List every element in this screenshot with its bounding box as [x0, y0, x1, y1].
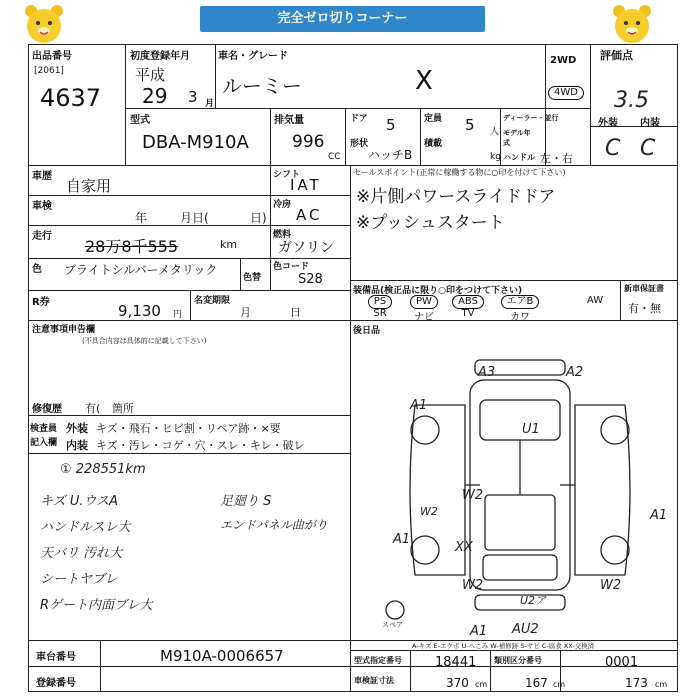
dims-unit: cm	[655, 680, 668, 689]
damage-mark: A1	[650, 508, 668, 523]
hand-note: シートヤブレ	[40, 572, 118, 587]
first-reg-year: 29	[142, 84, 168, 108]
lot-label: 出品番号	[32, 51, 72, 62]
color-code: S28	[298, 272, 323, 287]
registration-label: 登録番号	[36, 678, 76, 689]
damage-mark: W2	[462, 578, 484, 593]
recycle-value: 9,130	[118, 302, 161, 320]
shift-value: IAT	[290, 176, 322, 194]
shape-value: ハッチB	[368, 148, 413, 162]
drive-4wd: 4WD	[548, 80, 584, 100]
mileage-unit: km	[220, 238, 238, 251]
damage-mark: U2ア	[520, 594, 547, 607]
damage-mark: A1	[410, 398, 428, 413]
mileage-value: 28万8千555	[85, 237, 179, 256]
model-year-label: モデル年式	[503, 129, 531, 147]
sales-point-1: ※片側パワースライドドア	[356, 187, 556, 207]
hand-note: キズ U.ウスA	[40, 494, 119, 509]
lot-sub: [2061]	[34, 66, 64, 76]
capacity-value: 5	[465, 116, 475, 134]
equipment-item: TV	[461, 308, 475, 319]
wheel-front-left	[411, 416, 439, 444]
roof	[485, 495, 555, 550]
inspector-label-1: 検査員	[30, 424, 58, 434]
damage-legend: A-キズ E-エクボ U-へこみ W-補修跡 S-サビ C-腐食 XX-交換済	[412, 642, 595, 650]
type-designation-label: 型式指定番号	[354, 656, 402, 665]
repair-label: 修復歴	[32, 404, 62, 415]
notes-label: 注意事項申告欄	[32, 325, 96, 335]
damage-mark: A2	[566, 365, 584, 380]
equipment-grid	[360, 295, 620, 323]
damage-mark: W2	[600, 578, 622, 593]
class-number-label: 類別区分番号	[494, 656, 542, 665]
equipment-item: ABS	[452, 295, 484, 309]
damage-mark: XX	[455, 540, 473, 555]
sales-point-label: セールスポイント(正常に稼働する物に○印を付けて下さい)	[353, 168, 566, 177]
color-label: 色	[32, 264, 42, 275]
equipment-item: ナビ	[414, 312, 434, 323]
rating-int: C	[640, 136, 656, 161]
title-deadline-month: 月	[240, 306, 251, 319]
equipment-item: PS	[368, 295, 392, 309]
lot-number: 4637	[40, 84, 102, 112]
damage-mark: A3	[478, 365, 496, 380]
inspection-year: 年	[135, 211, 148, 225]
windshield	[480, 400, 560, 440]
shape-label: 形状	[350, 139, 369, 149]
wheel-front-right	[601, 416, 629, 444]
color-change-label: 色替	[243, 273, 262, 283]
first-reg-month: 3	[188, 88, 198, 106]
hand-odo: ① 228551km	[60, 462, 146, 477]
hand-notes-left	[40, 490, 210, 620]
damage-mark: A1	[393, 532, 411, 547]
fuel-value: ガソリン	[278, 240, 334, 256]
inspection-label: 車検	[32, 201, 52, 212]
rating-ext-label: 外装	[598, 118, 618, 129]
hand-note: 足廻り S	[220, 494, 272, 509]
equipment-item: エアB	[501, 295, 540, 309]
damage-mark: A1	[470, 624, 488, 639]
doors-value: 5	[386, 116, 396, 134]
first-reg-label: 初度登録年月	[130, 51, 190, 62]
fuel-label: 燃料	[273, 230, 292, 240]
title-deadline-label: 名変期限	[194, 296, 231, 306]
equipment-item: PW	[410, 295, 438, 309]
rear-seat-label: 後日品	[353, 326, 381, 336]
rating-ext: C	[605, 136, 621, 161]
recycle-unit: 円	[173, 310, 183, 320]
displacement-value: 996	[292, 132, 325, 152]
dims-length: 370	[446, 676, 469, 690]
color-code-label: 色コード	[273, 262, 310, 272]
inspector-label-2: 記入欄	[30, 438, 58, 448]
notes-sub: (不具合内容は具体的に記載して下さい)	[82, 337, 207, 345]
first-reg-era: 平成	[135, 66, 166, 84]
inspector-ext-items: キズ・飛石・ヒビ割・リペア跡・×要	[96, 422, 281, 435]
dims-label: 車検証寸法	[354, 676, 394, 685]
repair-unit: 箇所	[112, 402, 134, 415]
displacement-unit: CC	[328, 152, 341, 162]
rating-label: 評価点	[600, 49, 633, 62]
vehicle-type-label: 車歴	[32, 171, 52, 182]
inspection-month: 月日(	[180, 211, 209, 225]
car-name: ルーミー	[222, 74, 302, 98]
car-name-label: 車名・グレード	[218, 51, 288, 62]
rating-score: 3.5	[614, 88, 649, 113]
aircon-label: 冷房	[273, 200, 292, 210]
displacement-label: 排気量	[274, 115, 304, 126]
damage-mark: W2	[420, 505, 438, 518]
drive-2wd: 2WD	[550, 55, 577, 66]
load-unit: kg	[490, 152, 501, 162]
wheel-rear-left	[411, 536, 439, 564]
shift-label: シフト	[273, 170, 301, 180]
hand-note: 天バリ 汚れ大	[40, 546, 123, 561]
model-label: 型式	[130, 115, 150, 126]
equipment-item: カワ	[510, 312, 530, 323]
dims-unit: cm	[475, 680, 488, 689]
doors-label: ドア	[350, 114, 368, 124]
capacity-label: 定員	[424, 114, 443, 124]
inspector-ext-label: 外装	[66, 422, 88, 435]
hand-notes-right	[220, 490, 350, 542]
chassis-value: M910A-0006657	[160, 647, 284, 665]
equipment-item: SR	[373, 308, 387, 319]
rear-window	[483, 555, 557, 580]
car-grade: X	[415, 66, 433, 96]
capacity-unit: 人	[490, 127, 500, 137]
inspection-day: 日)	[250, 211, 267, 225]
dims-unit: cm	[553, 680, 566, 689]
first-reg-month-unit: 月	[205, 99, 215, 109]
spare-label: スペア	[382, 621, 403, 629]
mileage-label: 走行	[32, 231, 52, 242]
hand-note: Rゲート内面ブレ大	[40, 598, 153, 613]
car-diagram	[355, 345, 675, 630]
new-warranty-label: 新車保証書	[624, 284, 664, 293]
mascot-left-icon	[22, 2, 66, 46]
dims-width: 167	[525, 676, 548, 690]
car-right-side	[575, 405, 630, 575]
equipment-label: 装備品(検正品に限り○印をつけて下さい)	[353, 286, 523, 296]
rating-int-label: 内装	[640, 118, 660, 129]
dealer-label: ディーラー・並行	[503, 114, 559, 122]
damage-mark: U1	[522, 422, 540, 437]
repair-value: 有(	[85, 402, 101, 415]
load-label: 積載	[424, 139, 443, 149]
wheel-rear-right	[601, 536, 629, 564]
color-value: ブライトシルバーメタリック	[64, 263, 218, 277]
inspector-int-items: キズ・汚レ・コゲ・穴・スレ・キレ・破レ	[96, 439, 305, 452]
title-deadline-day: 日	[290, 306, 301, 319]
aircon-value: AC	[296, 206, 323, 224]
inspector-int-label: 内装	[66, 439, 88, 452]
new-warranty-value: 有・無	[628, 302, 661, 315]
recycle-label: R券	[32, 297, 50, 308]
chassis-label: 車台番号	[36, 652, 76, 663]
hand-note: ハンドルスレ大	[40, 520, 131, 535]
type-designation-value: 18441	[435, 655, 477, 670]
handle-label: ハンドル	[503, 153, 535, 162]
spare-tire-icon	[386, 601, 404, 619]
mascot-right-icon	[610, 2, 654, 46]
dims-height: 173	[625, 676, 648, 690]
damage-mark: AU2	[512, 622, 539, 637]
handle-value: 左・右	[540, 152, 573, 165]
model-value: DBA-M910A	[142, 132, 249, 153]
damage-mark: W2	[462, 488, 484, 503]
sales-point-2: ※プッシュスタート	[356, 213, 505, 233]
vehicle-type-value: 自家用	[66, 177, 112, 195]
equipment-item: AW	[586, 295, 604, 306]
hand-note: エンドパネル曲がり	[220, 518, 328, 532]
class-number-value: 0001	[605, 655, 639, 670]
page-banner: 完全ゼロ切りコーナー	[200, 6, 485, 32]
